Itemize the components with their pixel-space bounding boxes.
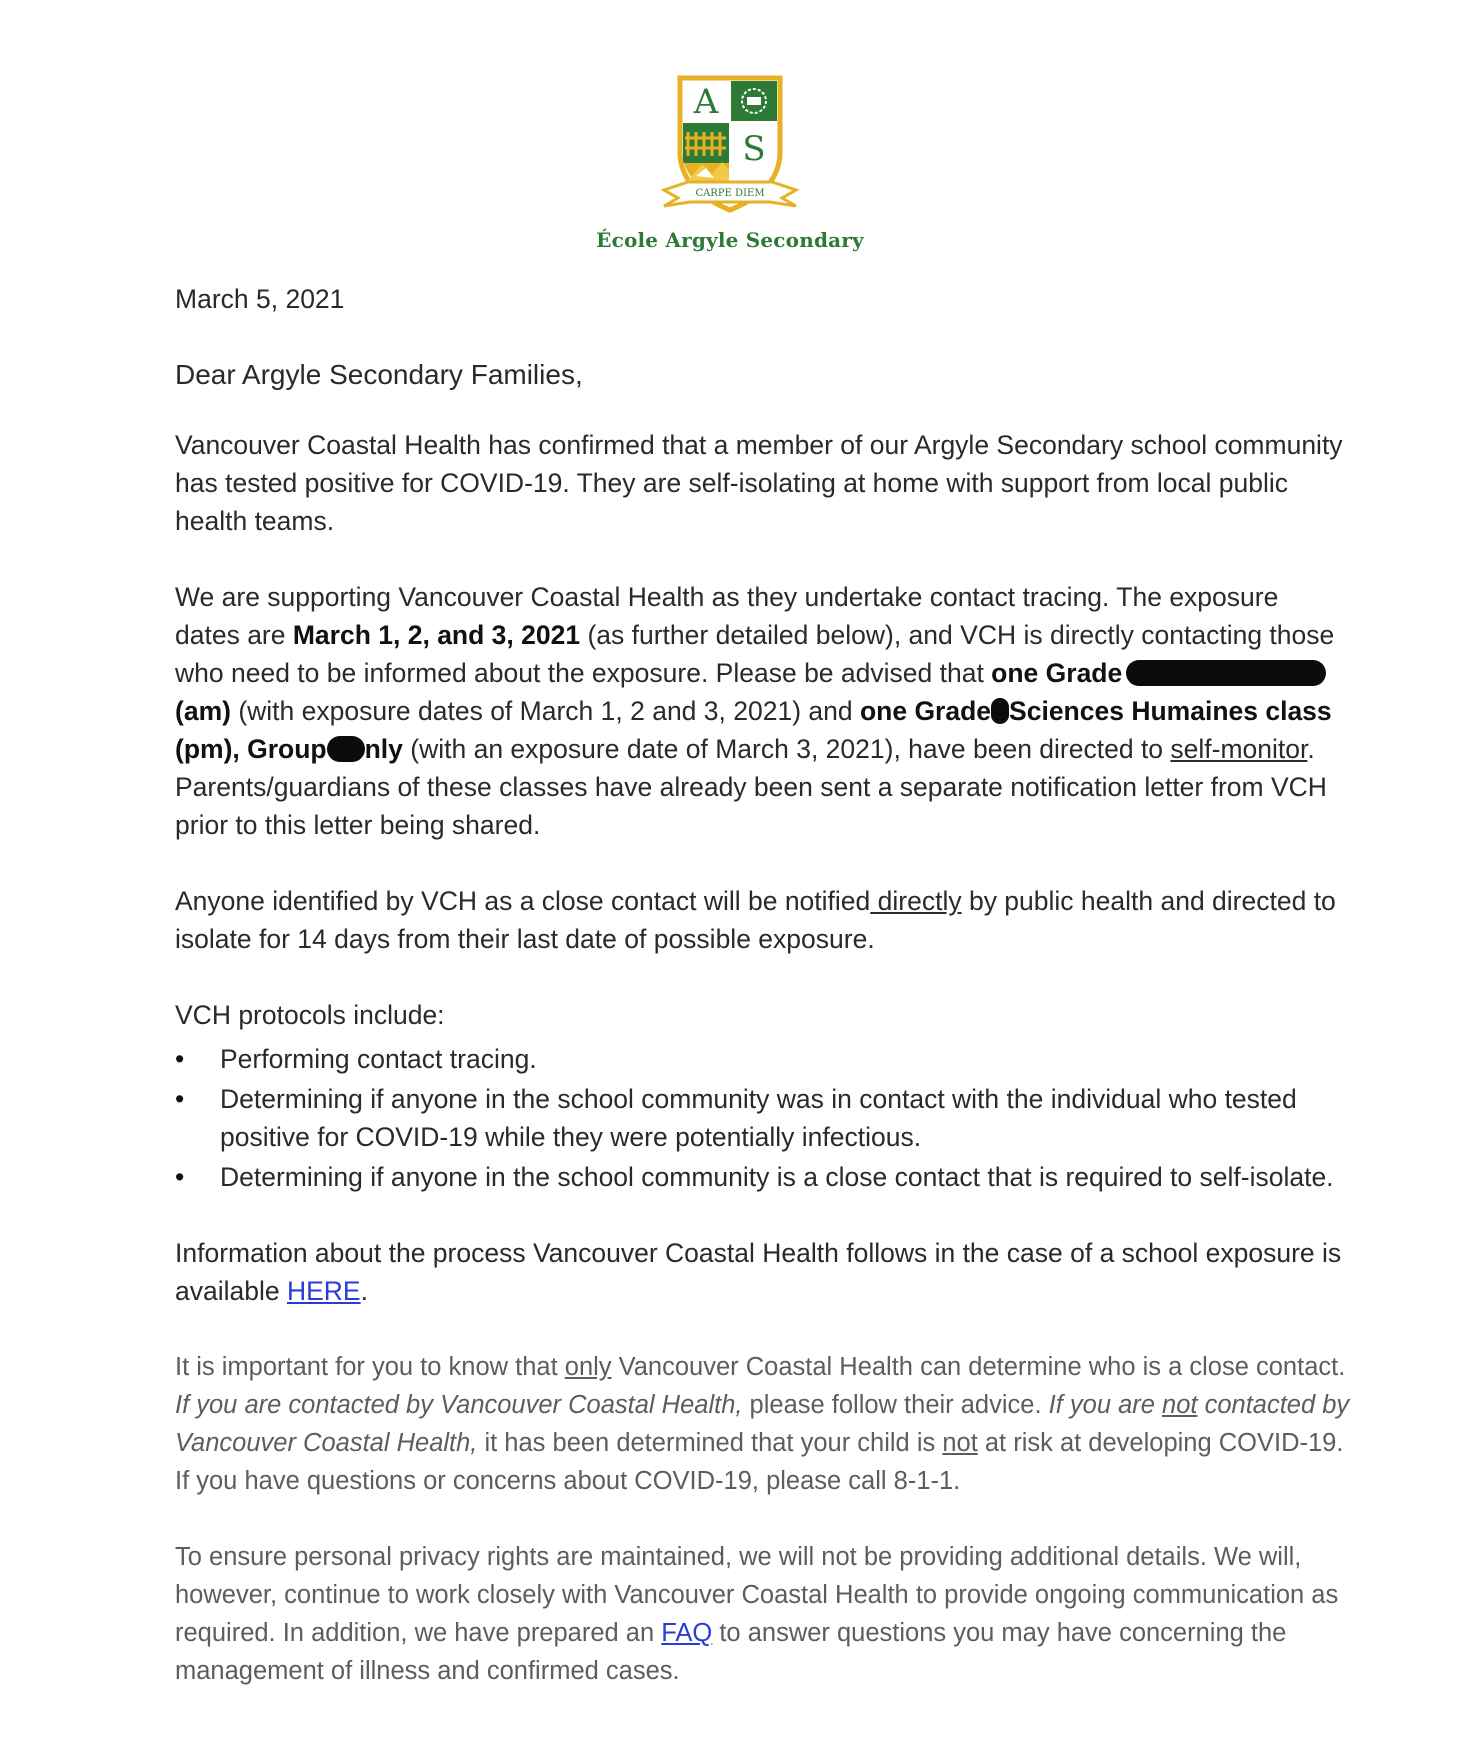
text: at risk at developing COVID-19. If you have questions or concerns about COVID-19, please call 8-1-1. (175, 1429, 1344, 1495)
text: Anyone identified by VCH as a close contact will be notified (175, 886, 871, 916)
crest-letter-a: A (693, 82, 719, 122)
redaction-mark (991, 698, 1009, 724)
letter-greeting: Dear Argyle Secondary Families, (175, 359, 583, 390)
paragraph-process-info (175, 1234, 1350, 1310)
here-link[interactable]: HERE (286, 1276, 361, 1306)
text: To ensure personal privacy rights are maintained, we will not be providing additional details. We will, however, continue to work closely with Vancouver Coastal Health to provide ongoing communication as required. In addition, we have prepared an (175, 1543, 1339, 1647)
paragraph-important (175, 1348, 1350, 1500)
only-text: only (564, 1353, 612, 1381)
text: Information about the process Vancouver Coastal Health follows in the case of a school exposure is available (175, 1238, 1342, 1306)
class-two-name: Sciences Humaines class (pm), Group (175, 696, 1332, 764)
exposure-dates: March 1, 2, and 3, 2021 (292, 620, 581, 650)
paragraph-confirmation: Vancouver Coastal Health has confirmed that a member of our Argyle Secondary school community has tested positive for COVID-19. They are self-isolating at home with support from local public health teams. (175, 430, 1343, 536)
italic-text: If you are contacted by Vancouver Coastal Health, (175, 1391, 743, 1419)
text: We are supporting Vancouver Coastal Health as they undertake contact tracing. The exposure dates are (175, 582, 1279, 650)
directly-text: directly (870, 886, 962, 916)
text: (with an exposure date of March 3, 2021), have been directed to (402, 734, 1171, 764)
text: (as further detailed below), and VCH is directly contacting those who need to be informed about the exposure. Please be advised that (175, 620, 1335, 688)
not-text: not (942, 1429, 978, 1457)
text: . Parents/guardians of these classes have already been sent a separate notification letter from VCH prior to this letter being shared. (175, 734, 1327, 840)
text: It is important for you to know that (175, 1353, 565, 1381)
letter-body (175, 280, 1350, 1728)
protocols-list (175, 1040, 1350, 1196)
redaction-mark (1126, 660, 1326, 686)
protocols-title: VCH protocols include: (175, 1000, 445, 1030)
self-monitor-text: self-monitor (1170, 734, 1308, 764)
paragraph-privacy (175, 1538, 1350, 1690)
letter-date: March 5, 2021 (175, 284, 345, 314)
text: . (360, 1276, 368, 1306)
text: please follow their advice. (742, 1391, 1049, 1419)
redaction-mark (327, 736, 365, 762)
class-am: (am) (175, 696, 231, 726)
list-item: • Performing contact tracing. (220, 1040, 1350, 1078)
text: Vancouver Coastal Health can determine who is a close contact. (611, 1353, 1346, 1381)
not-text: not (1162, 1391, 1198, 1419)
class-two-grade: one Grade (859, 696, 992, 726)
list-item: • Determining if anyone in the school community is a close contact that is required to self-isolate. (220, 1158, 1350, 1196)
school-header (0, 72, 1460, 252)
text: by public health and directed to isolate for 14 days from their last date of possible exposure. (175, 886, 1336, 954)
paragraph-exposure (175, 578, 1350, 844)
school-name: École Argyle Secondary (596, 228, 864, 252)
class-two-only: nly (364, 734, 403, 764)
italic-text: contacted by Vancouver Coastal Health, (175, 1391, 1350, 1457)
school-crest-logo (650, 72, 810, 222)
class-one-grade: one Grade (991, 658, 1123, 688)
crest-motto: CARPE DIEM (695, 188, 765, 199)
text: it has been determined that your child is (477, 1429, 943, 1457)
text: to answer questions you may have concerning the management of illness and confirmed cases. (175, 1619, 1287, 1685)
italic-text: If you are (1048, 1391, 1163, 1419)
paragraph-close-contact (175, 882, 1350, 958)
text: (with exposure dates of March 1, 2 and 3, 2021) and (230, 696, 860, 726)
list-item: • Determining if anyone in the school community was in contact with the individual who tested positive for COVID-19 while they were potentially infectious. (220, 1080, 1350, 1156)
faq-link[interactable]: FAQ (661, 1619, 713, 1647)
crest-letter-s: S (742, 129, 766, 169)
